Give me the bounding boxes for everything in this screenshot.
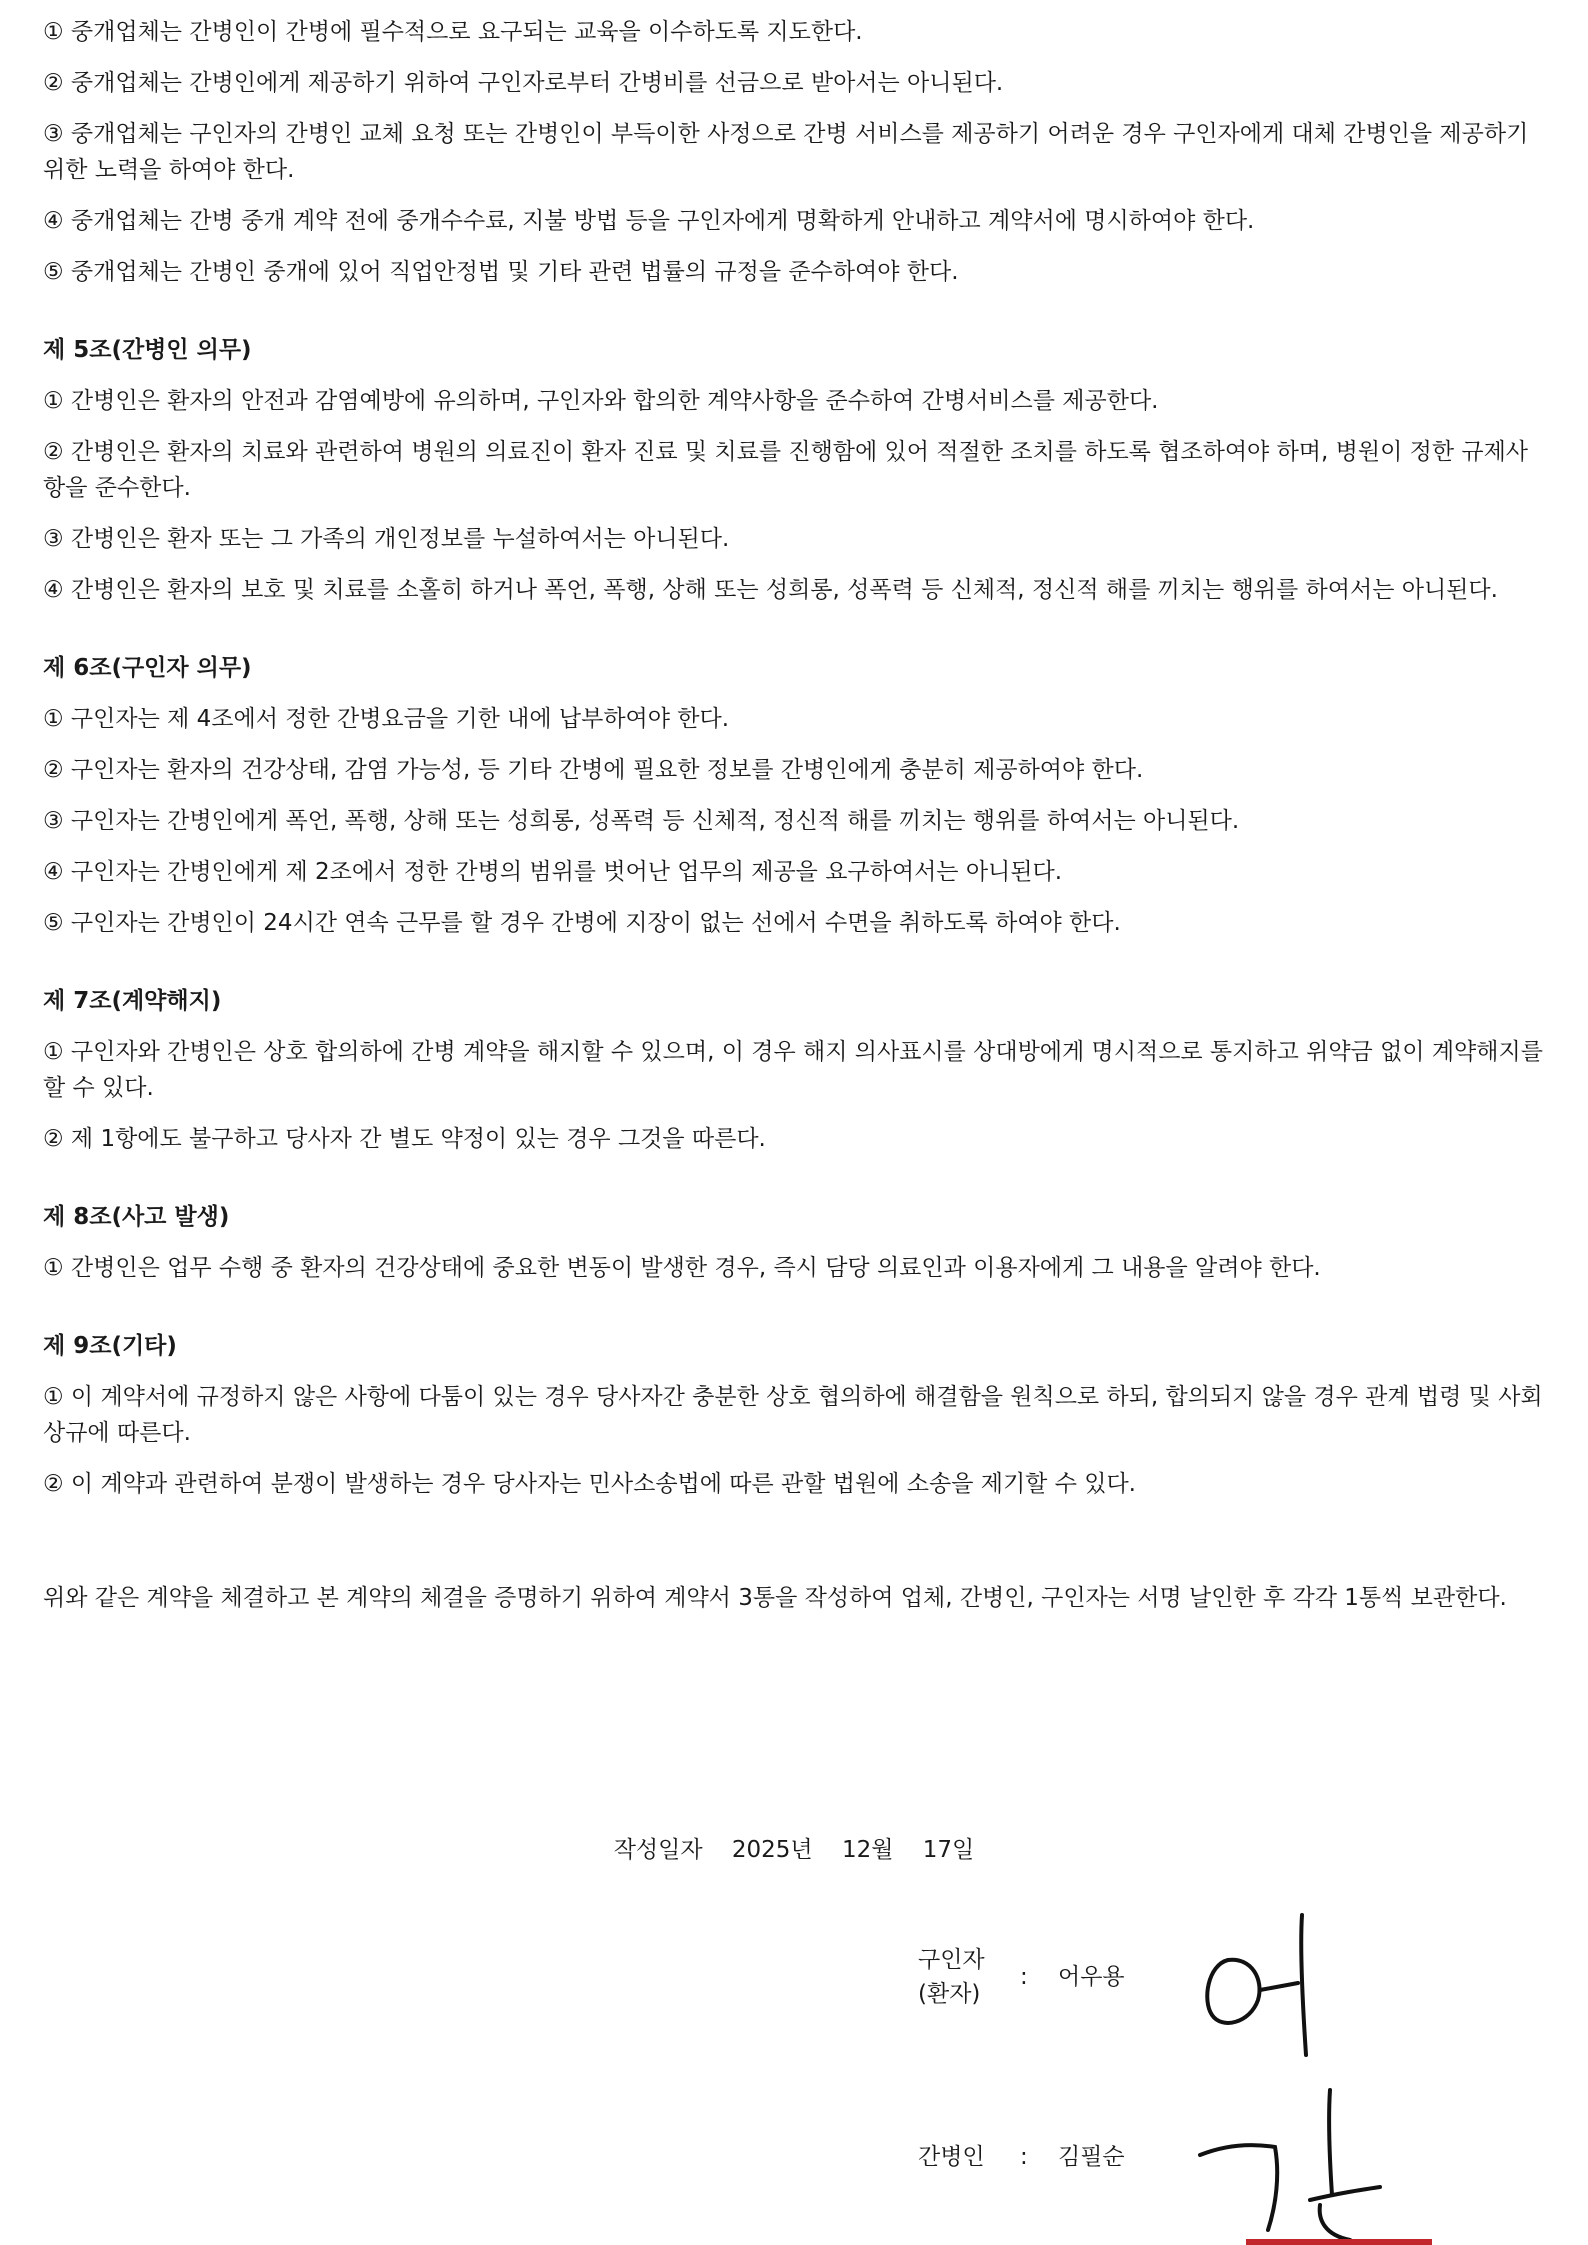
clause: ② 제 1항에도 불구하고 당사자 간 별도 약정이 있는 경우 그것을 따른다.	[43, 1126, 766, 1152]
clause: ④ 중개업체는 간병 중개 계약 전에 중개수수료, 지불 방법 등을 구인자에게 명확하게 안내하고 계약서에 명시하여야 한다.	[43, 208, 1255, 234]
clause: ③ 구인자는 간병인에게 폭언, 폭행, 상해 또는 성희롱, 성폭력 등 신체적, 정신적 해를 끼치는 행위를 하여서는 아니된다.	[43, 808, 1240, 834]
clause: ④ 간병인은 환자의 보호 및 치료를 소홀히 하거나 폭언, 폭행, 상해 또는 성희롱, 성폭력 등 신체적, 정신적 해를 끼치는 행위를 하여서는 아니된다.	[43, 577, 1498, 603]
clause: ① 중개업체는 간병인이 간병에 필수적으로 요구되는 교육을 이수하도록 지도한다.	[43, 19, 863, 45]
clause: ② 간병인은 환자의 치료와 관련하여 병원의 의료진이 환자 진료 및 치료를 진행함에 있어 적절한 조치를 하도록 협조하여야 하며, 병원이 정한 규제사항을 준수한다.	[43, 439, 1529, 501]
clause: ⑤ 중개업체는 간병인 중개에 있어 직업안정법 및 기타 관련 법률의 규정을 준수하여야 한다.	[43, 259, 959, 285]
clause: ⑤ 구인자는 간병인이 24시간 연속 근무를 할 경우 간병에 지장이 없는 선에서 수면을 취하도록 하여야 한다.	[43, 910, 1121, 936]
article-title: 제 8조(사고 발생)	[43, 1204, 230, 1230]
seeker-name: 어우용	[1058, 1964, 1125, 1990]
seeker-label-line1: 구인자	[918, 1947, 985, 1973]
caregiver-colon: :	[1020, 2144, 1028, 2170]
caregiver-name: 김필순	[1058, 2144, 1125, 2170]
caregiver-signer-row	[918, 2140, 1218, 2180]
clause: ③ 간병인은 환자 또는 그 가족의 개인정보를 누설하여서는 아니된다.	[43, 526, 730, 552]
caregiver-signature	[1190, 2075, 1410, 2245]
date-day: 17일	[922, 1837, 975, 1863]
article-title: 제 7조(계약해지)	[43, 988, 222, 1014]
clause: ② 구인자는 환자의 건강상태, 감염 가능성, 등 기타 간병에 필요한 정보를 간병인에게 충분히 제공하여야 한다.	[43, 757, 1144, 783]
article-7	[43, 983, 1545, 1157]
article-title: 제 5조(간병인 의무)	[43, 337, 252, 363]
clause: ③ 중개업체는 구인자의 간병인 교체 요청 또는 간병인이 부득이한 사정으로 간병 서비스를 제공하기 어려운 경우 구인자에게 대체 간병인을 제공하기 위한 노력을 하여야 한다.	[43, 121, 1529, 183]
article-title: 제 6조(구인자 의무)	[43, 655, 252, 681]
red-stamp-edge	[1246, 2239, 1432, 2245]
clause: ② 중개업체는 간병인에게 제공하기 위하여 구인자로부터 간병비를 선금으로 받아서는 아니된다.	[43, 70, 1004, 96]
contract-body	[43, 14, 1545, 1616]
date-year: 2025년	[731, 1837, 813, 1863]
date-month: 12월	[841, 1837, 894, 1863]
clause: ② 이 계약과 관련하여 분쟁이 발생하는 경우 당사자는 민사소송법에 따른 관할 법원에 소송을 제기할 수 있다.	[43, 1471, 1136, 1497]
clause: ① 구인자는 제 4조에서 정한 간병요금을 기한 내에 납부하여야 한다.	[43, 706, 730, 732]
seeker-label	[918, 1943, 985, 2011]
article-8	[43, 1199, 1545, 1286]
date-line	[0, 1832, 1588, 1868]
closing-statement: 위와 같은 계약을 체결하고 본 계약의 체결을 증명하기 위하여 계약서 3통을 작성하여 업체, 간병인, 구인자는 서명 날인한 후 각각 1통씩 보관한다.	[43, 1585, 1507, 1611]
article-title: 제 9조(기타)	[43, 1333, 177, 1359]
seeker-signer-row	[918, 1943, 1218, 2023]
clause: ① 간병인은 업무 수행 중 환자의 건강상태에 중요한 변동이 발생한 경우, 즉시 담당 의료인과 이용자에게 그 내용을 알려야 한다.	[43, 1255, 1321, 1281]
seeker-signature	[1190, 1905, 1330, 2065]
date-label: 작성일자	[613, 1837, 703, 1863]
clause: ① 이 계약서에 규정하지 않은 사항에 다툼이 있는 경우 당사자간 충분한 상호 협의하에 해결함을 원칙으로 하되, 합의되지 않을 경우 관계 법령 및 사회상규에 따른다.	[43, 1384, 1543, 1446]
clause: ① 구인자와 간병인은 상호 합의하에 간병 계약을 해지할 수 있으며, 이 경우 해지 의사표시를 상대방에게 명시적으로 통지하고 위약금 없이 계약해지를 할 수 있다.	[43, 1039, 1543, 1101]
article-6	[43, 650, 1545, 941]
clause: ④ 구인자는 간병인에게 제 2조에서 정한 간병의 범위를 벗어난 업무의 제공을 요구하여서는 아니된다.	[43, 859, 1063, 885]
article-9	[43, 1328, 1545, 1502]
caregiver-label: 간병인	[918, 2144, 985, 2170]
clause: ① 간병인은 환자의 안전과 감염예방에 유의하며, 구인자와 합의한 계약사항을 준수하여 간병서비스를 제공한다.	[43, 388, 1159, 414]
seeker-colon: :	[1020, 1964, 1028, 1990]
article-5	[43, 332, 1545, 608]
article-4-tail	[43, 14, 1545, 290]
seeker-label-line2: (환자)	[918, 1981, 981, 2007]
